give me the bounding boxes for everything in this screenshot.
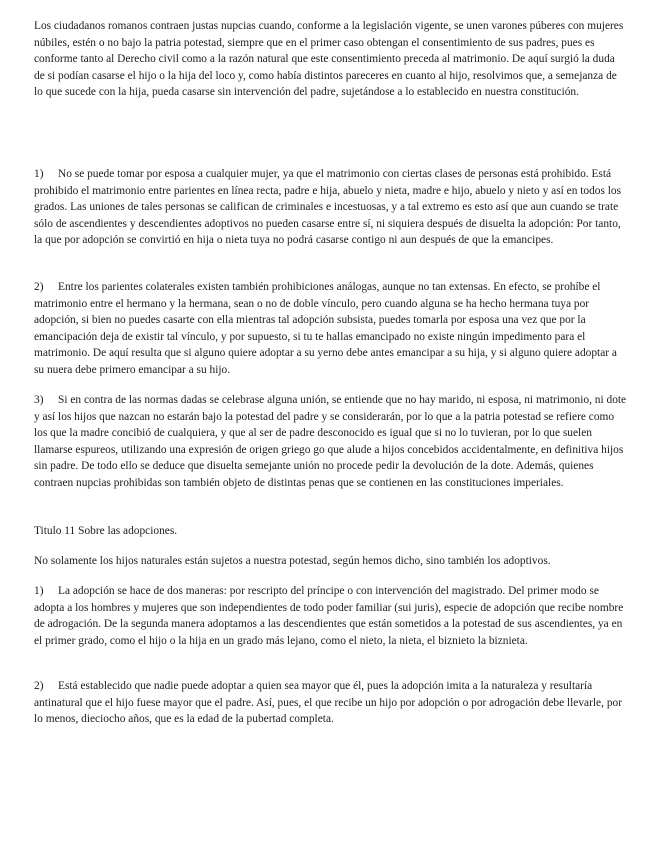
- paragraph-text: Si en contra de las normas dadas se celebrase alguna unión, se entiende que no hay marido, ni esposa, ni matrimonio, ni dote y así los hijos que nazcan no estarán bajo la potestad del padre y se considerarán, por lo que a la patria potestad se refiere como los que la madre concibió de cualquiera, y que al ser de padre desconocido es igual que si no lo tuvieran, por lo que suelen llamarse espureos, utilizando una expresión de origen griego go que alude a hijos concebidos accidentalmente, en definitiva hijos sin padre. De todo ello se deduce que disuelta semejante unión no procede pedir la devolución de la dote. Además, quienes contraen nupcias prohibidas son también objeto de distintas penas que se contienen en las constituciones imperiales.: [34, 394, 627, 489]
- paragraph-number: 2): [34, 680, 44, 692]
- section-intro: No solamente los hijos naturales están sujetos a nuestra potestad, según hemos dicho, sino también los adoptivos.: [34, 555, 551, 567]
- section-title: Titulo 11 Sobre las adopciones.: [34, 525, 178, 537]
- paragraph-1: [34, 166, 628, 249]
- paragraph-number: 1): [34, 585, 44, 597]
- paragraph-number: 1): [34, 168, 44, 180]
- intro-paragraph: Los ciudadanos romanos contraen justas nupcias cuando, conforme a la legislación vigente, se unen varones púberes con mujeres núbiles, estén o no bajo la patria potestad, siempre que en el primer caso obtengan el consentimiento de sus padres, pues es conforme tanto al Derecho civil como a la razón natural que este consentimiento preceda al matrimonio. De aquí surgió la duda de si podían casarse el hijo o la hija del loco y, como había distintos pareceres en cuanto al hijo, resolvimos que, a semejanza de lo que sucede con la hija, pueda casarse sin intervención del padre, sujetándose a lo establecido en nuestra constitución.: [34, 20, 624, 99]
- paragraph-text: Está establecido que nadie puede adoptar a quien sea mayor que él, pues la adopción imita a la naturaleza y resultaría antinatural que el hijo fuese mayor que el padre. Así, pues, el que recibe un hijo por adopción o por adrogación debe llevarle, por lo menos, dieciocho años, que es la edad de la pubertad completa.: [34, 680, 622, 726]
- paragraph-text: No se puede tomar por esposa a cualquier mujer, ya que el matrimonio con ciertas clases de personas está prohibido. Está prohibido el matrimonio entre parientes en línea recta, padre e hija, abuelo y nieta, madre e hijo, abuelo y nieto y así en todos los grados. Las uniones de tales personas se califican de criminales e incestuosas, y a tal extremo es esto así que aun cuando se trate sólo de ascendientes y descendientes adoptivos no pueden casarse entre sí, ni siquiera después de disuelta la adopción: Por tanto, la que por adopción se convirtió en hija o nieta tuya no podrá casarse contigo ni aun después de que la emancipes.: [34, 168, 622, 247]
- paragraph-text: Entre los parientes colaterales existen también prohibiciones análogas, aunque no tan extensas. En efecto, se prohíbe el matrimonio entre el hermano y la hermana, sean o no de doble vínculo, pero cuando alguna se ha hecho hermana tuya por adopción, si bien no puedes casarte con ella mientras tal adopción subsista, puedes tomarla por esposa una vez que por la emancipación deja de existir tal vínculo, y por supuesto, si tu te hallas emancipado no existe ningún impedimento para el matrimonio. De aquí resulta que si alguno quiere adoptar a su yerno debe antes emancipar a su hija, y si alguno quiere adoptar a su nuera debe primero emancipar a su hijo.: [34, 281, 617, 376]
- paragraph-number: 2): [34, 281, 44, 293]
- paragraph-3: [34, 392, 628, 492]
- paragraph-2: [34, 279, 628, 379]
- section-paragraph-2: [34, 678, 628, 728]
- section-paragraph-1: [34, 583, 628, 649]
- paragraph-number: 3): [34, 394, 44, 406]
- paragraph-text: La adopción se hace de dos maneras: por rescripto del príncipe o con intervención del magistrado. Del primer modo se adopta a los hombres y mujeres que son independientes de todo poder familiar (sui juris), especie de adopción que recibe nombre de adrogación. De la segunda manera adoptamos a las descendientes que están sometidos a la potestad de sus ascendientes, ya en el primer grado, como el hijo o la hija en un grado más lejano, como el nieto, la nieta, el biznieto la biznieta.: [34, 585, 624, 647]
